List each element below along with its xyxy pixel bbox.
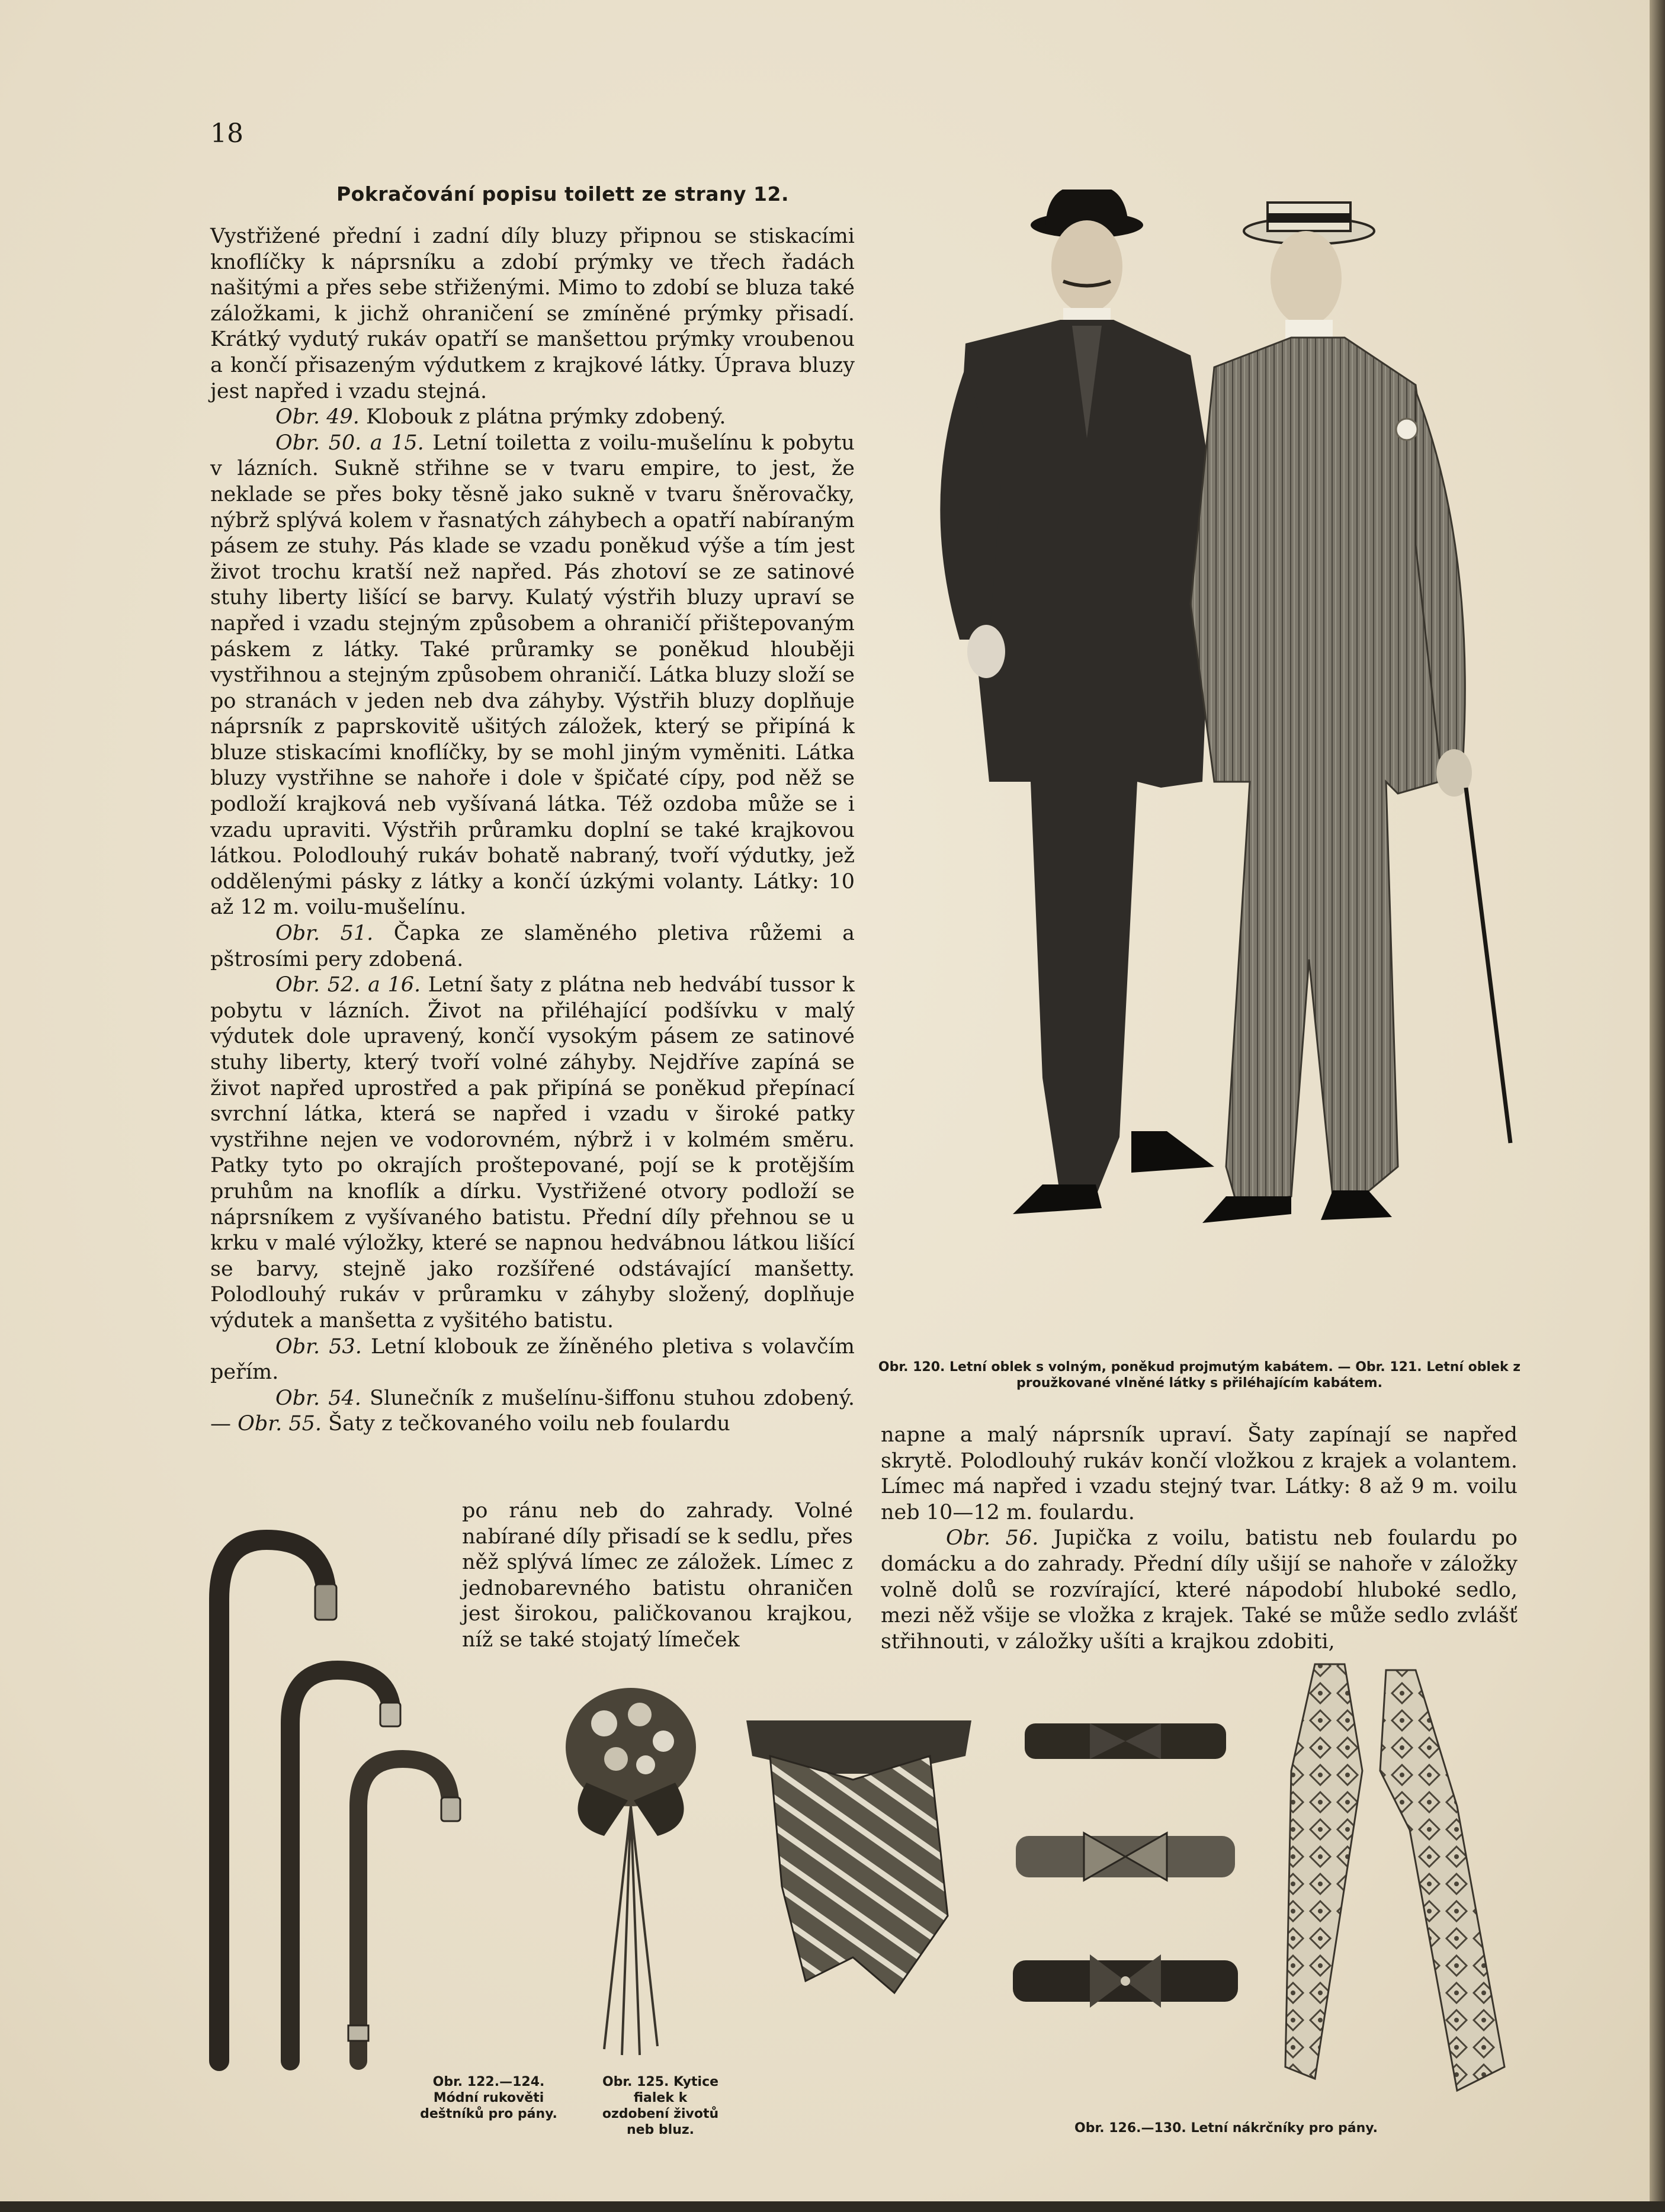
- illustration-bow-ties: [1001, 1712, 1250, 2067]
- caption-figures-122-124: Obr. 122.—124. Módní rukověti deštníků pro pány.: [420, 2075, 557, 2121]
- illustration-two-gentlemen: [883, 190, 1528, 1350]
- paragraph-obr-49: [210, 404, 855, 431]
- paragraph-obr-50: [210, 431, 855, 921]
- paragraph-obr-51: [210, 921, 855, 972]
- paragraph-intro: Vystřižené přední i zadní díly bluzy připnou se stiskacími knoflíčky k náprsníku a zdobí prýmky ve třech řadách našitými a přes sebe střiženými. Mimo to zdobí se bluza také záložkami, k jichž ohraničení se zmíněné prýmky přisadí. Krátký vydutý rukáv opatří se manšettou prýmky vroubenou a končí přisazeným výdutkem z krajkové látky. Úprava bluzy jest napřed i vzadu stejná.: [210, 224, 855, 403]
- paragraph-text: Slunečník z mušelínu-šiffonu stuhou zdobený. —: [210, 1386, 855, 1436]
- caption-figures-120-121: Obr. 120. Letní oblek s volným, poněkud projmutým kabátem. — Obr. 121. Letní oblek z proužkované vlněné látky s přiléhajícím kabátem.: [878, 1360, 1521, 1391]
- gentleman-bowler-hat: [940, 190, 1214, 1214]
- figure-ref: Obr. 51.: [275, 922, 374, 946]
- paragraph-obr-52: [210, 972, 855, 1334]
- paragraph-text: Letní klobouk ze žíněného pletiva s volavčím peřím.: [210, 1334, 855, 1385]
- gentleman-boater-hat: [1191, 203, 1510, 1223]
- paragraph-text: Letní toiletta z voilu-mušelínu k pobytu v lázních. Sukně střihne se v tvaru empire, to jest, že neklade se přes boky těsně jako sukně v tvaru šněrovačky, nýbrž splývá kolem v řasnatých záhybech a opatří nabíraným pásem ze stuhy. Pás klade se vzadu poněkud výše a tím jest život trochu kratší než napřed. Pás zhotoví se ze satinové stuhy liberty lišící se barvy. Kulatý výstřih bluzy upraví se napřed i vzadu stejným způsobem a ohraničí přištepovaným páskem z látky. Také průramky se poněkud hlouběji vystřihnou a stejným způsobem ohraničí. Látka bluzy složí se po stranách v jeden neb dva záhyby. Výstřih bluzy doplňuje náprsník z paprskovitě ušitých záložek, který se připíná k bluze stiskacími knoflíčky, by se mohl jiným vyměniti. Látka bluzy vystřihne se nahoře i dole v špičaté cípy, pod něž se podloží krajková neb vyšívaná látka. Též ozdoba může se i vzadu upraviti. Výstřih průramku doplní se také krajkovou látkou. Polodlouhý rukáv bohatě nabraný, tvoří výdutky, jež oddělenými pásky z látky a končí úzkými volanty. Látky: 10 až 12 m. voilu-mušelínu.: [210, 431, 855, 920]
- paragraph-obr-54-55: [210, 1386, 855, 1437]
- umbrella-handle-1: [219, 1540, 336, 2061]
- figure-ref: Obr. 50. a 15.: [275, 431, 424, 455]
- caption-figures-126-130: Obr. 126.—130. Letní nákrčníky pro pány.: [1074, 2121, 1378, 2136]
- figure-ref: Obr. 49.: [275, 405, 360, 429]
- illustration-patterned-tie: [1279, 1652, 1516, 2108]
- wrapped-text-beside-canes: po ránu neb do zahrady. Volné nabírané díly přisadí se k sedlu, přes něž splývá límec ze záložek. Límec z jednobarevného batistu ohraničen jest širokou, paličkovanou krajkou, níž se také stojatý límeček: [462, 1499, 853, 1652]
- paragraph-text: Čapka ze slaměného pletiva růžemi a pštrosími pery zdobená.: [210, 922, 855, 971]
- section-heading: Pokračování popisu toilett ze strany 12.: [336, 182, 789, 206]
- page-bottom-edge: [0, 2201, 1665, 2212]
- paragraph-obr-53: [210, 1334, 855, 1386]
- umbrella-handle-2: [290, 1670, 400, 2061]
- page-edge-shadow: [1650, 0, 1665, 2212]
- paragraph-text: Šaty z tečkovaného voilu neb foulardu: [322, 1412, 730, 1436]
- figure-ref: Obr. 53.: [275, 1334, 362, 1359]
- illustration-striped-tie: [734, 1709, 983, 2005]
- bow-tie-1: [1025, 1723, 1226, 1759]
- figure-ref: Obr. 54.: [275, 1386, 361, 1410]
- bow-tie-3: [1013, 1954, 1238, 2008]
- paragraph-text: Jupička z voilu, batistu neb foulardu po domácku a do zahrady. Přední díly ušijí se nahoře v záložky volně dolů se rozvírající, které nápodobí hluboké sedlo, mezi něž všije se vložka z krajek. Také se může sedlo zvlášť střihnouti, v záložky ušíti a krajkou zdobiti,: [881, 1526, 1518, 1654]
- right-column: [881, 1423, 1518, 1655]
- bow-tie-2: [1016, 1833, 1235, 1880]
- figure-ref: Obr. 55.: [238, 1412, 322, 1436]
- page-number: 18: [210, 118, 243, 149]
- figure-ref: Obr. 52. a 16.: [275, 973, 421, 997]
- paragraph-continued: napne a malý náprsník upraví. Šaty zapínají se napřed skrytě. Polodlouhý rukáv končí vložkou z krajek a volantem. Límec má napřed i vzadu stejný tvar. Látky: 8 až 9 m. voilu neb 10—12 m. foulardu.: [881, 1423, 1518, 1524]
- caption-figure-125: Obr. 125. Kytice fialek k ozdobení životů neb bluz.: [602, 2075, 719, 2137]
- illustration-umbrella-handles: [195, 1528, 480, 2073]
- illustration-violet-bouquet: [551, 1682, 711, 2061]
- paragraph-text: Klobouk z plátna prýmky zdobený.: [359, 405, 726, 429]
- paragraph-text: Letní šaty z plátna neb hedvábí tussor k pobytu v lázních. Život na přiléhající podšívku v malý výdutek dole upravený, končí vysokým pásem ze satinové stuhy liberty, který tvoří volné záhyby. Nejdříve zapíná se život napřed uprostřed a pak připíná se poněkud přepínací svrchní látka, která se napřed i vzadu v široké patky vystřihne nejen ve vodorovném, nýbrž i v kolmém směru. Patky tyto po okrajích proštepované, pojí se k protějším pruhům na knoflík a dírku. Vystřižené otvory podloží se náprsníkem z vyšívaného batistu. Přední díly přehnou se u krku v malé výložky, které se napnou hedvábnou látkou lišící se barvy, stejně jako rozšířené odstávající manšetty. Polodlouhý rukáv v průramku v záhyby složený, doplňuje výdutek a manšetta z vyšitého batistu.: [210, 973, 855, 1333]
- paragraph-obr-56: [881, 1526, 1518, 1655]
- left-column: [210, 224, 855, 1437]
- umbrella-handle-3: [348, 1759, 460, 2061]
- figure-ref: Obr. 56.: [946, 1526, 1039, 1550]
